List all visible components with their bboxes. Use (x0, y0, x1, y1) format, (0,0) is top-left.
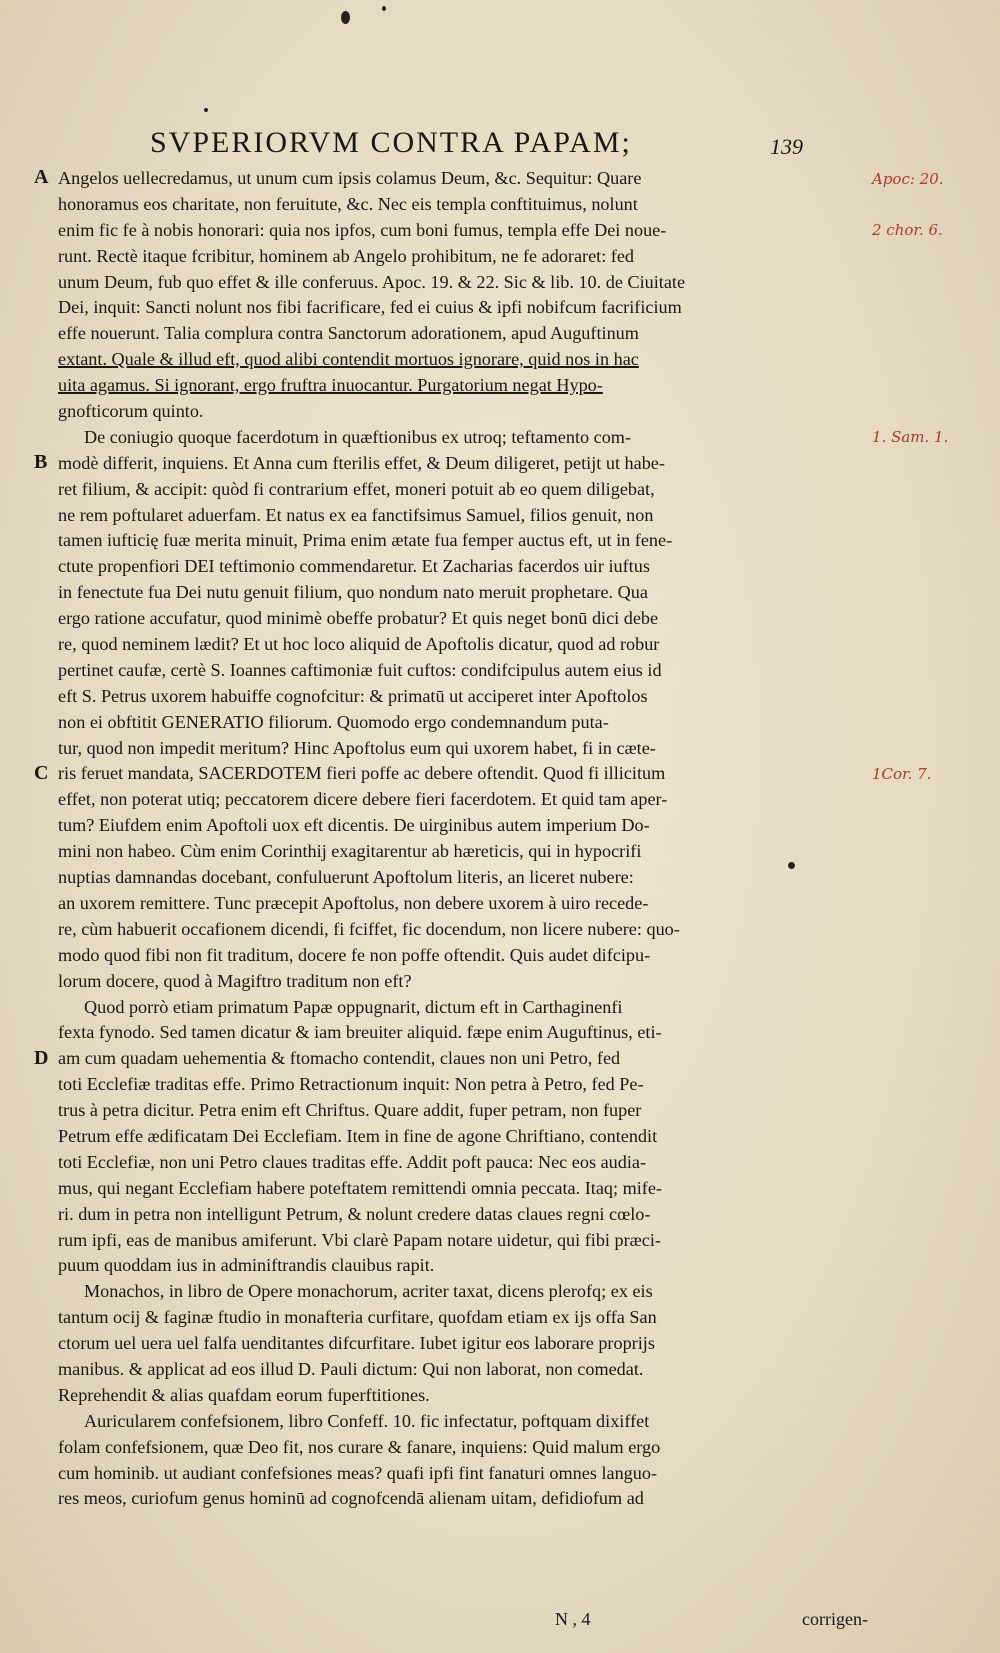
paragraph-start-line: De coniugio quoque facerdotum in quæftionibus ex utroq; teftamento com- (84, 426, 632, 447)
margin-letter-d: D (34, 1047, 49, 1069)
text-line: tamen iufticię fuæ merita minuit, Prima enim ætate fua femper auctus eft, ut in fene- (58, 530, 673, 551)
text-line: eft S. Petrus uxorem habuiffe cognofcitur: & primatū ut acciperet inter Apoftolos (58, 685, 648, 706)
text-line: enim fic fe à nobis honorari: quia nos ipfos, cum boni fumus, templa effe Dei noue- (58, 219, 667, 240)
text-line: manibus. & applicat ad eos illud D. Pauli dictum: Qui non laborat, non comedat. (58, 1358, 644, 1379)
catchword: corrigen- (802, 1609, 868, 1629)
text-line: tum? Eiufdem enim Apoftoli uox eft dicentis. De uirginibus autem imperium Do- (58, 815, 650, 836)
text-line: Reprehendit & alias quafdam eorum fuperftitiones. (58, 1384, 430, 1405)
text-line: pertinet caufæ, certè S. Ioannes caftimoniæ fuit cuftos: condifcipulus autem eius id (58, 659, 662, 680)
text-line: cum hominib. ut audiant confefsiones meas? quafi ipfi fint fanaturi omnes languo- (58, 1462, 658, 1483)
text-line: honoramus eos charitate, non feruitute, &c. Nec eis templa conftituimus, nolunt (58, 193, 638, 214)
margin-letter-c: C (34, 762, 49, 784)
page-number: 139 (770, 134, 803, 159)
text-line: non ei obftitit GENERATIO filiorum. Quomodo ergo condemnandum puta- (58, 711, 609, 732)
page-header (150, 120, 870, 170)
text-line: gnofticorum quinto. (58, 401, 204, 422)
ink-speck (382, 6, 386, 11)
margin-letter-b: B (34, 451, 48, 473)
text-line-underlined: extant. Quale & illud eft, quod alibi contendit mortuos ignorare, quid nos in hac (58, 349, 639, 370)
text-line: ris feruet mandata, SACERDOTEM fieri poffe ac debere oftendit. Quod fi illicitum (58, 763, 666, 784)
text-line: unum Deum, fub quo effet & ille conferuus. Apoc. 19. & 22. Sic & lib. 10. de Ciuitate (58, 271, 686, 292)
text-line: mini non habeo. Cùm enim Corinthij exagitarentur ab hæreticis, qui in hypocrifi (58, 841, 642, 862)
text-line: tur, quod non impedit meritum? Hinc Apoftolus eum qui uxorem habet, fi in cæte- (58, 737, 656, 758)
text-line: folam confefsionem, quæ Deo fit, nos curare & fanare, inquiens: Quid malum ergo (58, 1436, 661, 1457)
text-line: effe nouerunt. Talia complura contra Sanctorum adorationem, apud Auguftinum (58, 323, 639, 344)
text-line: am cum quadam uehementia & ftomacho contendit, claues non uni Petro, fed (58, 1048, 621, 1069)
paragraph-start-line: Quod porrò etiam primatum Papæ oppugnarit, dictum eft in Carthaginenfi (84, 996, 623, 1017)
margin-note-cor: 1Cor. 7. (872, 765, 932, 783)
ink-speck (341, 11, 350, 24)
text-line: nuptias damnandas docebant, confuluerunt Apoftolum literis, an liceret nubere: (58, 867, 634, 888)
text-line: Petrum effe ædificatam Dei Ecclefiam. Item in fine de agone Chriftiano, contendit (58, 1125, 658, 1146)
text-line: puum quoddam ius in adminiftrandis clauibus rapit. (58, 1255, 435, 1276)
text-line: lorum docere, quod à Magiftro traditum non eft? (58, 970, 412, 991)
running-title: SVPERIORVM CONTRA PAPAM; (150, 126, 632, 159)
text-line: re, quod neminem lædit? Et ut hoc loco aliquid de Apoftolis dicatur, quod ad robur (58, 634, 660, 655)
paragraph-start-line: Auricularem confefsionem, libro Confeff. 10. fic infectatur, poftquam dixiffet (84, 1410, 650, 1431)
margin-note-chor: 2 chor. 6. (872, 221, 943, 239)
text-line: runt. Rectè itaque fcribitur, hominem ab Angelo prohibitum, ne fe adoraret: fed (58, 245, 635, 266)
signature-mark: N , 4 (555, 1609, 591, 1629)
text-line: mus, qui negant Ecclefiam habere poteftatem remittendi omnia peccata. Itaq; mife- (58, 1177, 662, 1198)
text-line: modè differit, inquiens. Et Anna cum fterilis effet, & Deum diligeret, petijt ut habe- (58, 452, 665, 473)
text-block (58, 166, 920, 1512)
text-line: tantum ocij & faginæ ftudio in monafteria curfitare, quofdam etiam ex ijs offa San (58, 1307, 657, 1328)
margin-note-sam: 1. Sam. 1. (872, 428, 949, 446)
text-line-underlined: uita agamus. Si ignorant, ergo fruftra inuocantur. Purgatorium negat Hypo- (58, 375, 603, 396)
text-line: toti Ecclefiæ traditas effe. Primo Retractionum inquit: Non petra à Petro, fed Pe- (58, 1074, 644, 1095)
text-line: effet, non poterat utiq; peccatorem dicere debere fieri facerdotem. Et quid tam aper- (58, 789, 668, 810)
text-line: toti Ecclefiæ, non uni Petro claues traditas effe. Addit poft pauca: Nec eos audia- (58, 1151, 647, 1172)
text-line: trus à petra dicitur. Petra enim eft Chriftus. Quare addit, fuper petram, non fuper (58, 1100, 642, 1121)
margin-letter-a: A (34, 166, 49, 188)
text-line: an uxorem remittere. Tunc præcepit Apoftolus, non debere uxorem à uiro recede- (58, 892, 649, 913)
text-line: ctute propenfiori DEI teftimonio commendaretur. Et Zacharias facerdos uir iuftus (58, 556, 650, 577)
text-line: ri. dum in petra non intelligunt Petrum, & nolunt credere datas claues regni cœlo- (58, 1203, 651, 1224)
margin-note-apoc: Apoc: 20. (872, 170, 944, 188)
text-line: in fenectute fua Dei nutu genuit filium, quo nondum nato meruit prophetare. Qua (58, 582, 648, 603)
text-line: rum ipfi, eas de manibus amiferunt. Vbi clarè Papam notare uidetur, qui fibi præci- (58, 1229, 661, 1250)
paragraph-start-line: Monachos, in libro de Opere monachorum, acriter taxat, dicens plerofq; ex eis (84, 1281, 653, 1302)
text-line: ne rem poftularet aduerfam. Et natus ex ea fanctifsimus Samuel, filios genuit, non (58, 504, 654, 525)
text-line: ret filium, & accipit: quòd fi contrarium effet, moneri potuit ab eo quem diligebat, (58, 478, 655, 499)
text-line: ergo ratione accufatur, quod minimè obeffe probatur? Et quis neget bonū dici debe (58, 608, 659, 629)
ink-speck (204, 108, 208, 112)
text-line: Angelos uellecredamus, ut unum cum ipsis colamus Deum, &c. Sequitur: Quare (58, 168, 642, 188)
text-line: modo quod fibi non fit traditum, docere fe non poffe oftendit. Quis audet difcipu- (58, 944, 651, 965)
text-line: res meos, curiofum genus hominū ad cognofcendā alienam uitam, defidiofum ad (58, 1488, 644, 1509)
text-line: ctorum uel uera uel falfa uenditantes difcurfitare. Iubet igitur eos laborare proprijs (58, 1333, 655, 1354)
text-line: fexta fynodo. Sed tamen dicatur & iam breuiter aliquid. fæpe enim Auguftinus, eti- (58, 1022, 662, 1043)
text-line: re, cùm habuerit occafionem dicendi, fi fciffet, fic docendum, non licere nubere: quo- (58, 918, 680, 939)
text-line: Dei, inquit: Sancti nolunt nos fibi facrificare, fed ei cuius & ipfi nobifcum facrificium (58, 297, 682, 318)
